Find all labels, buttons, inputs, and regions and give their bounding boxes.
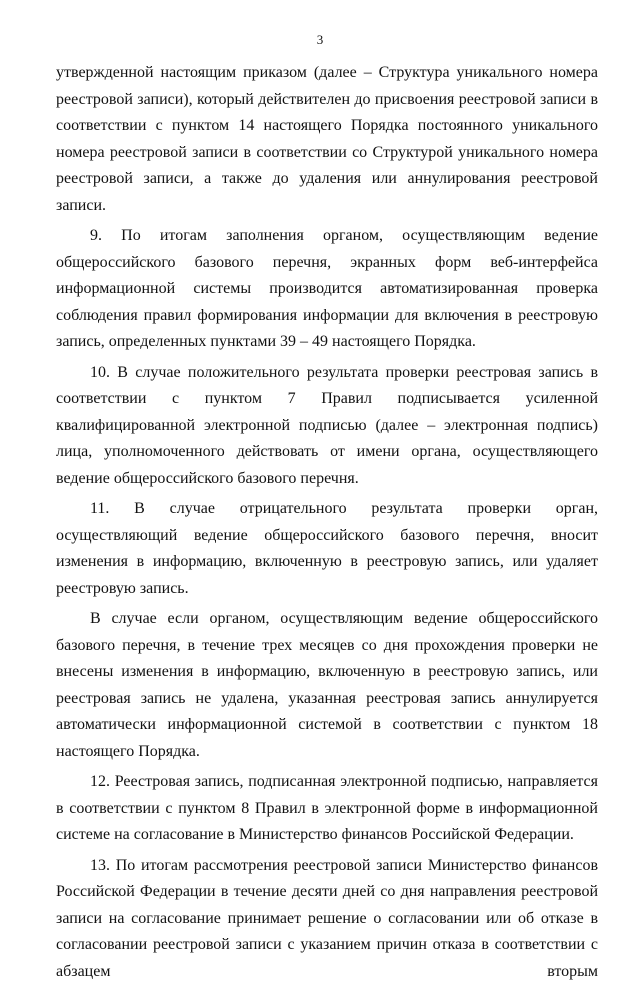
paragraph-continuation: утвержденной настоящим приказом (далее – Структура уникального номера реестровой записи), который действителен до присвоения реестровой записи в соответствии с пунктом 14 настоящего Порядка постоянного уникального номера реестровой записи в соответствии со Структурой уникального номера реестровой записи, а также до удаления или аннулирования реестровой записи. bbox=[56, 60, 598, 219]
paragraph-11-continuation: В случае если органом, осуществляющим ведение общероссийского базового перечня, в течение трех месяцев со дня прохождения проверки не внесены изменения в информацию, включенную в реестровую запись, или реестровая запись не удалена, указанная реестровая запись аннулируется автоматически информационной системой в соответствии с пунктом 18 настоящего Порядка. bbox=[56, 606, 598, 765]
paragraph-9: 9. По итогам заполнения органом, осуществляющим ведение общероссийского базового перечня, экранных форм веб-интерфейса информационной системы производится автоматизированная проверка соблюдения правил формирования информации для включения в реестровую запись, определенных пунктами 39 – 49 настоящего Порядка. bbox=[56, 223, 598, 356]
paragraph-13: 13. По итогам рассмотрения реестровой записи Министерство финансов Российской Федерации в течение десяти дней со дня направления реестровой записи на согласование принимает решение о согласовании или об отказе в согласовании реестровой записи с указанием причин отказа в соответствии с абзацем вторым bbox=[56, 853, 598, 985]
paragraph-10: 10. В случае положительного результата проверки реестровая запись в соответствии с пунктом 7 Правил подписывается усиленной квалифицированной электронной подписью (далее – электронная подпись) лица, уполномоченного действовать от имени органа, осуществляющего ведение общероссийского базового перечня. bbox=[56, 360, 598, 493]
document-body bbox=[56, 60, 598, 985]
page-number: 3 bbox=[0, 32, 640, 48]
paragraph-11: 11. В случае отрицательного результата проверки орган, осуществляющий ведение общероссийского базового перечня, вносит изменения в информацию, включенную в реестровую запись, или удаляет реестровую запись. bbox=[56, 496, 598, 602]
paragraph-12: 12. Реестровая запись, подписанная электронной подписью, направляется в соответствии с пунктом 8 Правил в электронной форме в информационной системе на согласование в Министерство финансов Российской Федерации. bbox=[56, 769, 598, 849]
